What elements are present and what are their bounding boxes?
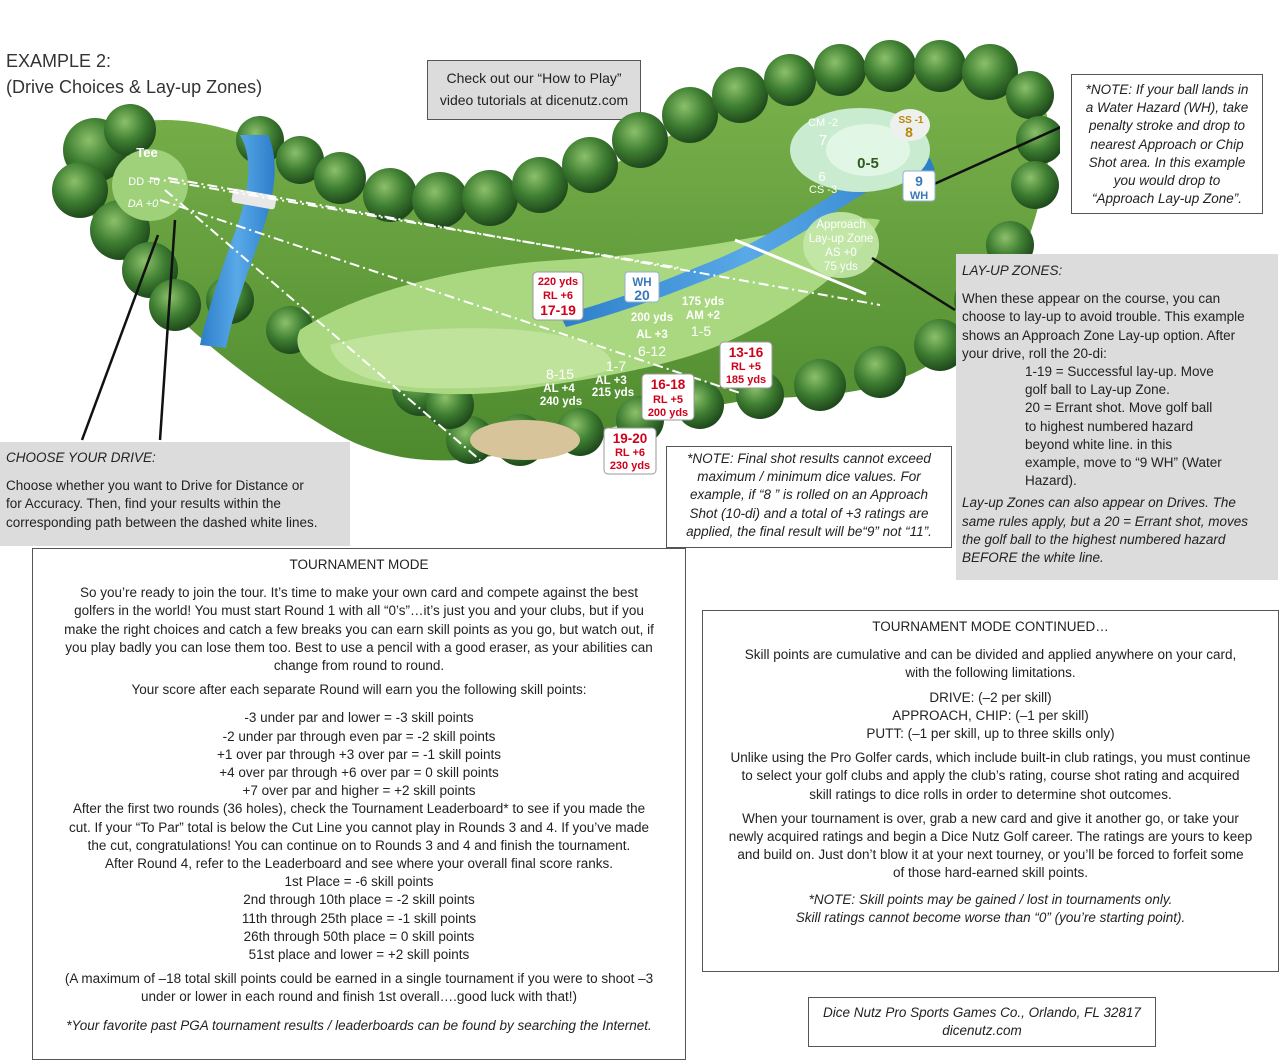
cut-line: the cut, congratulations! You can continue on to Rounds 3 and 4 and finish the tournament. [87,837,631,853]
continued-note-line: Skill ratings cannot become worse than “0” (you’re starting point). [795,909,1186,925]
final-note-line: applied, the final result will be“9” not “11”. [686,523,932,539]
cs-number: 6 [818,169,826,184]
hazard-text: 230 yds [609,460,651,472]
wh20-number: 20 [634,287,650,303]
layup-rule-line: to highest numbered hazard [1025,418,1194,434]
limit-line: DRIVE: (–2 per skill) [929,689,1052,705]
continued-line: Unlike using the Pro Golfer cards, which include built-in club ratings, you must continue [730,750,1251,766]
continued-line: with the following limitations. [905,665,1076,681]
hazard-text: 13-16 [728,345,764,360]
continued-title: TOURNAMENT MODE CONTINUED… [872,619,1109,634]
water-hazard-note [1071,74,1263,214]
layup-outro-line: BEFORE the white line. [962,550,1104,566]
hazard-text: 17-19 [540,302,576,318]
place-line: 1st Place = -6 skill points [284,874,434,890]
cut-line: After Round 4, refer to the Leaderboard and see where your overall final score ranks. [104,856,614,872]
layup-rule-line: beyond white line. in this [1025,436,1173,452]
place-line: 11th through 25th place = -1 skill points [241,910,477,926]
layup-rule-line: 1-19 = Successful lay-up. Move [1025,364,1214,380]
hazard-text: RL +5 [652,394,684,406]
footer-company: Dice Nutz Pro Sports Games Co., Orlando, FL 32817 [823,1005,1141,1020]
choose-drive-panel [0,442,350,546]
hazard-text: RL +6 [542,290,574,302]
fairway-text: AL +3 [636,329,668,341]
fairway-text: AL +3 [595,375,627,387]
ss-label: SS -1 [898,115,924,126]
fairway-text: 175 yds [681,296,725,308]
score-line: -2 under par through even par = -2 skill points [222,728,496,744]
tournament-intro-line: golfers in the world! You must start Round 1 with all “0’s”…it’s just you and your clubs, but if you [74,603,644,619]
fairway-text: 6-12 [637,343,667,359]
place-line: 51st place and lower = +2 skill points [248,947,470,963]
max-line: under or lower in each round and finish 1st overall….good luck with that!) [141,989,577,1005]
place-line: 2nd through 10th place = -2 skill points [243,892,475,908]
layup-zones-panel [956,254,1278,580]
tournament-intro-line: make the right choices and catch a few breaks you can earn skill points as you go, but watch out, if [64,621,654,637]
layup-rule-line: 20 = Errant shot. Move golf ball [1025,400,1213,416]
wh20-label: WH [632,277,652,289]
layup-rule-line: golf ball to Lay-up Zone. [1025,382,1170,398]
score-line: -3 under par and lower = -3 skill points [244,710,474,726]
layup-outro-line: Lay-up Zones can also appear on Drives. The [962,495,1236,511]
tournament-continued-box [702,610,1279,972]
water-note-line: Shot area. In this example [1088,154,1246,170]
layup-rule-line: Hazard). [1025,473,1077,489]
cut-line: cut. If your “To Par” total is below the Cut Line you cannot play in Rounds 3 and 4. If you’ve made [68,819,650,835]
continued-line: and build on. Just don’t blow it at your next tourney, or you’ll be forced to forfeit some [737,847,1244,863]
ss-number: 8 [905,124,913,140]
fairway-text: AL +4 [543,383,575,395]
green-range: 0-5 [857,155,879,172]
footer-website: dicenutz.com [942,1023,1022,1039]
water-note-line: penalty stroke and drop to [1088,118,1246,134]
choose-heading: CHOOSE YOUR DRIVE: [6,450,156,465]
score-line: +1 over par through +3 over par = -1 skill points [216,746,502,762]
choose-line: corresponding path between the dashed white lines. [6,514,318,530]
hazard-text: 200 yds [647,407,689,419]
score-line: +4 over par through +6 over par = 0 skill points [219,765,499,781]
tournament-mode-box [32,548,686,1060]
choose-line: for Accuracy. Then, find your results within the [6,496,281,512]
continued-line: of those hard-earned skill points. [892,865,1089,881]
layup-intro-line: When these appear on the course, you can [962,291,1221,307]
tournament-intro-line: change from round to round. [273,658,445,674]
fairway-text: 1-5 [690,323,712,339]
golf-hole-illustration [40,20,1060,480]
water-note-line: a Water Hazard (WH), take [1085,100,1249,116]
approach-label: 75 yds [824,261,858,273]
layup-intro-line: choose to lay-up to avoid trouble. This example [962,309,1245,325]
continued-line: Skill points are cumulative and can be divided and applied anywhere on your card, [744,647,1237,663]
wh9-label: WH [909,190,929,202]
page-title: EXAMPLE 2: [6,51,112,71]
fairway-text: 215 yds [591,387,635,399]
approach-label: AS +0 [825,247,857,259]
score-line: +7 over par and higher = +2 skill points [242,783,476,799]
tournament-title: TOURNAMENT MODE [289,557,429,572]
layup-intro-line: shows an Approach Zone Lay-up option. After [962,327,1236,343]
fairway-text: 240 yds [539,396,583,408]
hazard-text: RL +6 [614,447,646,459]
cut-line: After the first two rounds (36 holes), check the Tournament Leaderboard* to see if you made the [72,801,646,817]
wh9-number: 9 [915,173,923,189]
final-note-line: example, if “8 ” is rolled on an Approach [689,487,929,503]
layup-intro-line: your drive, roll the 20-di: [962,345,1107,361]
hazard-text: 220 yds [537,276,579,288]
cs-label: CS -3 [808,184,838,196]
company-footer [808,997,1156,1047]
fairway-text: AM +2 [685,310,721,322]
place-line: 26th through 50th place = 0 skill points [243,928,475,944]
bottom-bunker [470,420,580,460]
limit-line: APPROACH, CHIP: (–1 per skill) [892,707,1089,723]
dd-label: DD +0 [128,176,160,188]
approach-label: Lay-up Zone [808,233,874,245]
page-subtitle: (Drive Choices & Lay-up Zones) [6,77,263,97]
fairway-text: 200 yds [630,312,674,324]
da-label: DA +0 [127,198,159,210]
water-note-line: you would drop to [1113,173,1221,189]
hazard-text: 16-18 [650,377,686,392]
continued-line: When your tournament is over, grab a new card and give it another go, or take your [742,810,1239,826]
fairway-text: 8-15 [545,366,575,382]
tournament-intro-line: So you’re ready to join the tour. It’s time to make your own card and compete against the best [79,585,639,601]
water-note-line: “Approach Lay-up Zone”. [1091,191,1243,207]
max-line: (A maximum of –18 total skill points could be earned in a single tournament if you were to shoot –3 [64,971,654,987]
tee-label: Tee [136,145,158,160]
cm-label: CM -2 [808,117,838,129]
final-note-line: *NOTE: Final shot results cannot exceed [687,451,931,466]
continued-note-line: *NOTE: Skill points may be gained / lost in tournaments only. [808,891,1173,907]
layup-heading: LAY-UP ZONES: [962,263,1063,278]
final-shot-note [666,446,952,548]
continued-line: newly acquired ratings and begin a Dice Nutz Golf career. The ratings are yours to keep [728,829,1253,845]
layup-outro-line: same rules apply, but a 20 = Errant shot, moves [962,513,1249,529]
continued-line: skill ratings to dice rolls in order to determine shot outcomes. [809,786,1172,802]
layup-rule-line: example, move to “9 WH” (Water [1025,455,1222,471]
continued-line: to select your golf clubs and apply the club’s rating, course shot rating and acquired [741,768,1240,784]
fairway-text: 1-7 [605,358,627,374]
choose-line: Choose whether you want to Drive for Distance or [6,478,304,494]
layup-outro-line: the golf ball to the highest numbered hazard [962,531,1226,547]
tournament-intro-line: you play badly you can lose them too. Best to use a pencil with a good eraser, as your abilities can [65,639,653,655]
hazard-text: 19-20 [612,431,648,446]
tournament-footnote: *Your favorite past PGA tournament results / leaderboards can be found by searching the Internet. [66,1017,652,1033]
video-line-2: video tutorials at dicenutz.com [439,92,629,108]
limit-line: PUTT: (–1 per skill, up to three skills only) [866,726,1115,742]
cm-number: 7 [818,132,828,149]
hazard-text: 185 yds [725,374,767,386]
final-note-line: maximum / minimum dice values. For [697,469,921,485]
score-intro: Your score after each separate Round will earn you the following skill points: [131,682,587,698]
video-line-1: Check out our “How to Play” [446,70,622,86]
water-note-line: nearest Approach or Chip [1090,136,1244,152]
water-note-line: *NOTE: If your ball lands in [1085,82,1249,97]
approach-label: Approach [816,219,866,231]
hazard-text: RL +5 [730,361,762,373]
final-note-line: Shot (10-di) and a total of +3 ratings are [689,505,929,521]
